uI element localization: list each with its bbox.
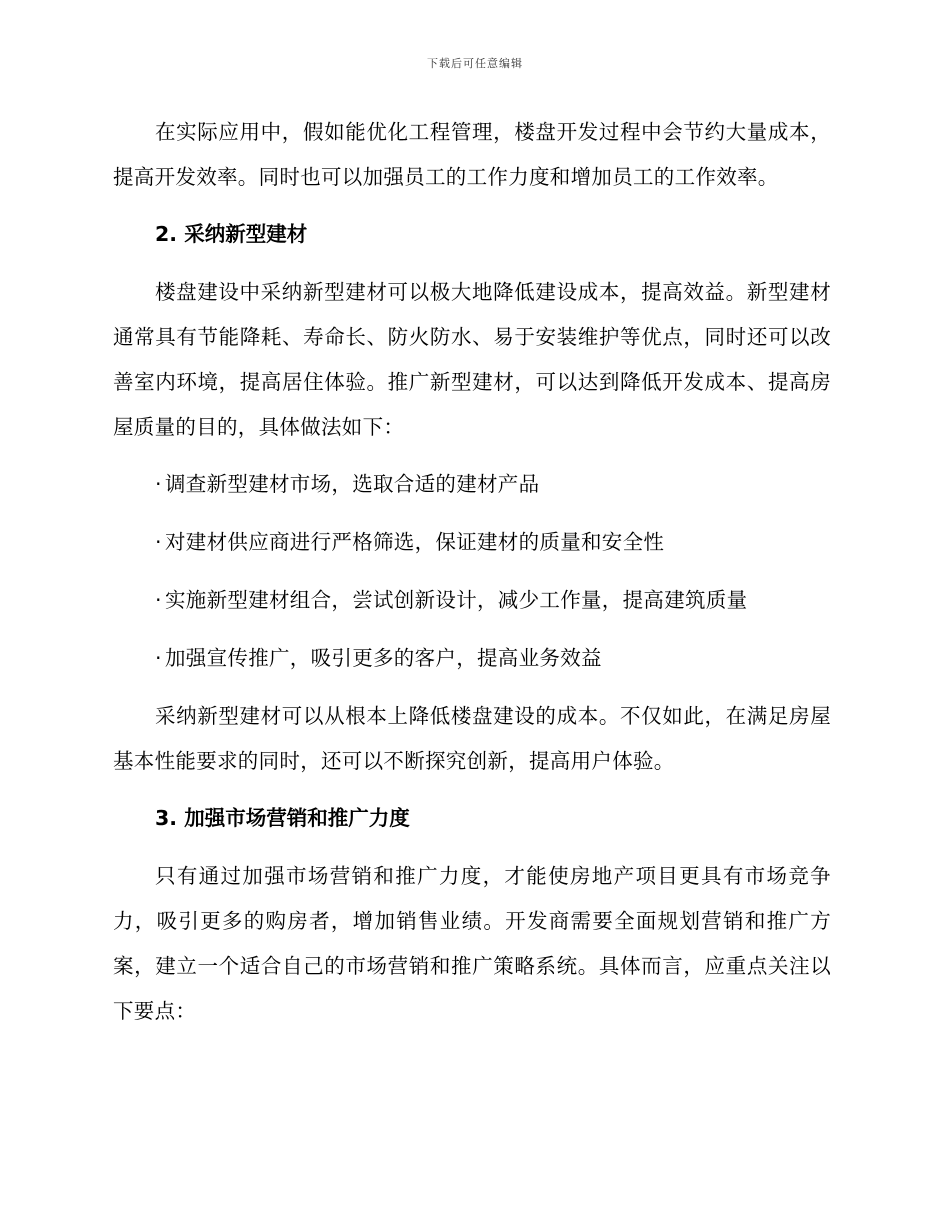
list-item-text: 加强宣传推广，吸引更多的客户，提高业务效益 xyxy=(165,646,602,670)
bullet-icon: · xyxy=(155,472,162,496)
list-item xyxy=(113,462,831,506)
section-2-closing-paragraph: 采纳新型建材可以从根本上降低楼盘建设的成本。不仅如此，在满足房屋基本性能要求的同时，还可以不断探究创新，提高用户体验。 xyxy=(113,704,831,773)
list-item-text: 调查新型建材市场，选取合适的建材产品 xyxy=(165,472,540,496)
bullet-icon: · xyxy=(155,646,162,670)
section-2-paragraph: 楼盘建设中采纳新型建材可以极大地降低建设成本，提高效益。新型建材通常具有节能降耗、寿命长、防火防水、易于安装维护等优点，同时还可以改善室内环境，提高居住体验。推广新型建材，可以达到降低开发成本、提高房屋质量的目的，具体做法如下： xyxy=(113,280,831,439)
section-heading-2: 2. 采纳新型建材 xyxy=(155,222,308,246)
page-header: 下载后可任意编辑 xyxy=(427,57,523,70)
section-2-bullet-list xyxy=(113,462,831,680)
bullet-icon: · xyxy=(155,588,162,612)
bullet-icon: · xyxy=(155,530,162,554)
section-3-paragraph: 只有通过加强市场营销和推广力度，才能使房地产项目更具有市场竞争力，吸引更多的购房者，增加销售业绩。开发商需要全面规划营销和推广方案，建立一个适合自己的市场营销和推广策略系统。具体而言，应重点关注以下要点： xyxy=(113,864,831,1023)
list-item-text: 实施新型建材组合，尝试创新设计，减少工作量，提高建筑质量 xyxy=(165,588,748,612)
list-item xyxy=(113,636,831,680)
section-heading-3: 3. 加强市场营销和推广力度 xyxy=(155,806,410,830)
list-item-text: 对建材供应商进行严格筛选，保证建材的质量和安全性 xyxy=(165,530,665,554)
list-item xyxy=(113,520,831,564)
list-item xyxy=(113,578,831,622)
intro-paragraph: 在实际应用中，假如能优化工程管理，楼盘开发过程中会节约大量成本，提高开发效率。同时也可以加强员工的工作力度和增加员工的工作效率。 xyxy=(113,120,831,189)
document-body xyxy=(113,110,831,1046)
